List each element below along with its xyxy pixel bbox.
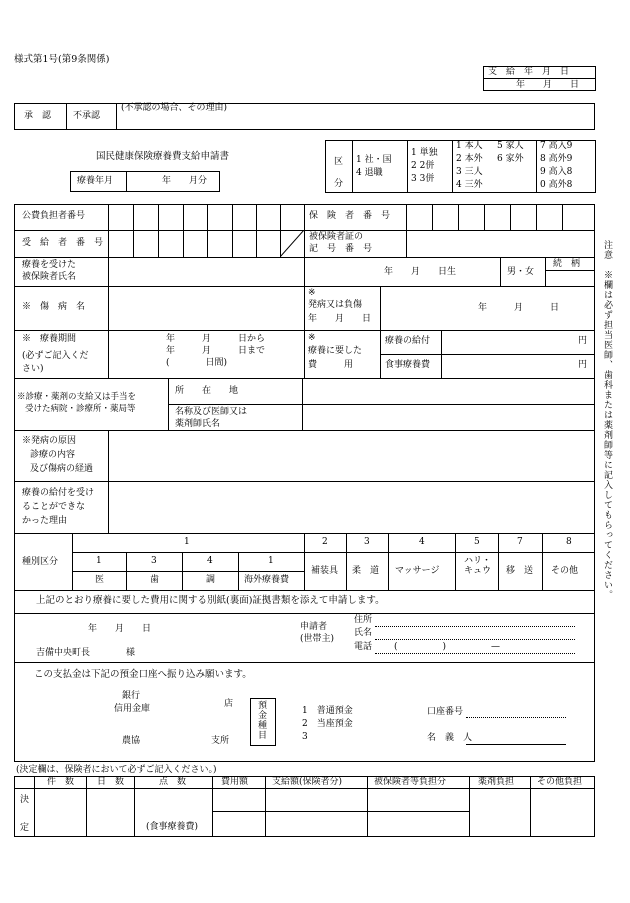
kind-other-num: 7	[517, 537, 523, 547]
cause-label: ※発病の原因	[22, 436, 77, 446]
kind-sub-name: 歯	[150, 575, 160, 585]
applicant-tel-format: ( ) —	[394, 642, 501, 652]
decision-col: 支給額(保険者分)	[272, 777, 343, 787]
deposit-type-2: 2 当座預金	[302, 719, 353, 729]
side-note: 注意 ※欄は必ず担当医師、歯科または薬剤師等に記入してもらってください。	[602, 240, 612, 600]
payment-date-label: 支 給 年 月 日	[488, 67, 570, 77]
kind-other-name: マッサージ	[395, 566, 440, 576]
address-label: 所 在 地	[175, 386, 239, 396]
period-label: ※ 療養期間	[22, 334, 77, 344]
kinds-label: 種別区分	[22, 557, 59, 567]
decision-col: 日 数	[97, 777, 125, 787]
category-col5: 7 高入9 8 高外9 9 高入8 0 高外8	[540, 141, 573, 190]
category-col4: 5 家人 6 家外	[497, 141, 524, 164]
disapprove-label: 不承認	[73, 111, 101, 121]
kind-sub-name: 医	[95, 575, 105, 585]
declaration-text: 上記のとおり療養に要した費用に関する別紙(裏面)証拠書類を添えて申請します。	[36, 595, 385, 606]
insured-card-label: 被保険者証の	[309, 232, 364, 242]
treatment-ym-value: 年 月分	[162, 176, 208, 186]
relation-label: 続 柄	[553, 259, 581, 269]
applicant-tel-label: 電話	[354, 642, 373, 652]
cost-label-2: 費 用	[308, 360, 354, 370]
kind-other-num: 3	[364, 537, 370, 547]
kind-other-num: 8	[566, 537, 572, 547]
insurer-no-label: 保 険 者 番 号	[309, 211, 391, 221]
benefit-yen: 円	[578, 336, 588, 346]
kind-other-num: 5	[474, 537, 480, 547]
form-number: 様式第1号(第9条関係)	[14, 54, 110, 65]
deposit-kind-label: 預金種目	[257, 701, 268, 741]
doctor-label: 名称及び医師又は	[175, 407, 248, 417]
form-title: 国民健康保険療養費支給申請書	[96, 151, 230, 162]
mayor-addressee: 吉備中央町長 様	[36, 648, 136, 658]
decision-meal-label: (食事療養費)	[146, 822, 199, 832]
approve-label: 承 認	[24, 111, 52, 121]
meal-yen: 円	[578, 360, 588, 370]
kind-other-name: 柔 道	[352, 566, 380, 576]
sex-label: 男・女	[507, 267, 535, 277]
kind-other-num: 2	[322, 537, 328, 547]
kind-other-name: ハリ・ キュウ	[464, 556, 492, 577]
kind-sub-num: 1	[268, 556, 274, 566]
decision-col: 費用額	[221, 777, 249, 787]
clinic-label-2: 受けた病院・診療所・薬局等	[25, 404, 136, 414]
cause-label-3: 及び傷病の経過	[30, 464, 94, 474]
period-days: ( 日間)	[166, 358, 228, 368]
treatment-ym-label: 療養年月	[77, 176, 114, 186]
kind-sub-num: 1	[96, 556, 102, 566]
period-from: 年 月 日から	[166, 334, 266, 344]
deposit-type-3: 3	[302, 732, 308, 742]
kind-group-1: 1	[184, 537, 190, 547]
birth-date-label: 年 月 日生	[384, 267, 457, 277]
kind-other-num: 4	[419, 537, 425, 547]
decision-note: (決定欄は、保険者において必ずご記入ください。)	[16, 765, 217, 775]
reason-label-2: ることができな	[22, 502, 86, 512]
store-label: 店	[224, 699, 234, 709]
reason-label: 療養の給付を受け	[22, 488, 95, 498]
kind-sub-num: 4	[207, 556, 213, 566]
bank-label: 銀行	[122, 691, 141, 701]
period-to: 年 月 日まで	[166, 346, 266, 356]
decision-col: 被保険者等負担分	[374, 777, 447, 787]
applicant-label-2: (世帯主)	[300, 634, 335, 644]
account-holder-label: 名 義 人	[427, 733, 473, 743]
payment-date-value: 年 月 日	[516, 80, 580, 90]
onset-label: 発病又は負傷	[308, 300, 363, 310]
onset-mark: ※	[308, 288, 316, 298]
category-label: 区分	[334, 157, 344, 189]
benefit-label: 療養の給付	[385, 336, 431, 346]
nokyo-label: 農協	[122, 736, 141, 746]
reason-label-3: かった理由	[22, 516, 68, 526]
category-col3: 1 本人 2 本外 3 三人 4 三外	[456, 141, 483, 190]
disease-label: ※ 傷 病 名	[22, 302, 86, 312]
kind-sub-name: 調	[206, 575, 216, 585]
applicant-label: 申請者	[300, 622, 328, 632]
decision-label: 決定	[20, 795, 30, 833]
category-col1: 1 社・国 4 退職	[356, 155, 392, 178]
patient-name-label: 療養を受けた	[22, 260, 77, 270]
onset-date-label: 年 月 日	[308, 314, 372, 324]
cost-mark: ※	[308, 333, 316, 343]
applicant-name-label: 氏名	[354, 628, 373, 638]
bank-intro: この支払金は下記の預金口座へ振り込み願います。	[34, 669, 252, 680]
patient-name-label-2: 被保険者氏名	[22, 272, 77, 282]
decision-col: 点 数	[159, 777, 187, 787]
diagonal-slash	[280, 230, 304, 257]
period-note-2: さい)	[22, 364, 44, 374]
deposit-type-1: 1 普通預金	[302, 706, 353, 716]
public-payer-label: 公費負担者番号	[22, 211, 86, 221]
doctor-label-2: 薬剤師氏名	[175, 419, 221, 429]
kind-other-name: 移 送	[506, 566, 534, 576]
period-note: (必ずご記入くだ	[22, 351, 89, 361]
onset-date-value: 年 月 日	[478, 303, 560, 313]
cost-label: 療養に要した	[308, 346, 363, 356]
applicant-address-label: 住所	[354, 615, 373, 625]
kind-other-name: 補装具	[311, 566, 339, 576]
shinkin-label: 信用金庫	[114, 704, 151, 714]
application-date: 年 月 日	[88, 624, 152, 634]
decision-col: 薬剤負担	[478, 777, 515, 787]
kind-other-name: その他	[551, 566, 579, 576]
kind-sub-num: 3	[151, 556, 157, 566]
disapproval-reason-label: (不承認の場合、その理由)	[121, 103, 228, 113]
kind-sub-name: 海外療養費	[244, 575, 290, 585]
cause-label-2: 診療の内容	[30, 450, 76, 460]
recipient-no-label: 受 給 者 番 号	[22, 238, 104, 248]
meal-label: 食事療養費	[385, 360, 431, 370]
account-number-label: 口座番号	[427, 707, 464, 717]
decision-col: その他負担	[537, 777, 583, 787]
insured-card-label-2: 記 号 番 号	[309, 244, 373, 254]
decision-col: 件 数	[47, 777, 75, 787]
category-col2: 1 単独 2 2併 3 3併	[411, 148, 438, 184]
clinic-label: ※診療・薬剤の支給又は手当を	[17, 392, 137, 402]
branch-label: 支所	[211, 736, 230, 746]
approval-box	[14, 103, 595, 130]
